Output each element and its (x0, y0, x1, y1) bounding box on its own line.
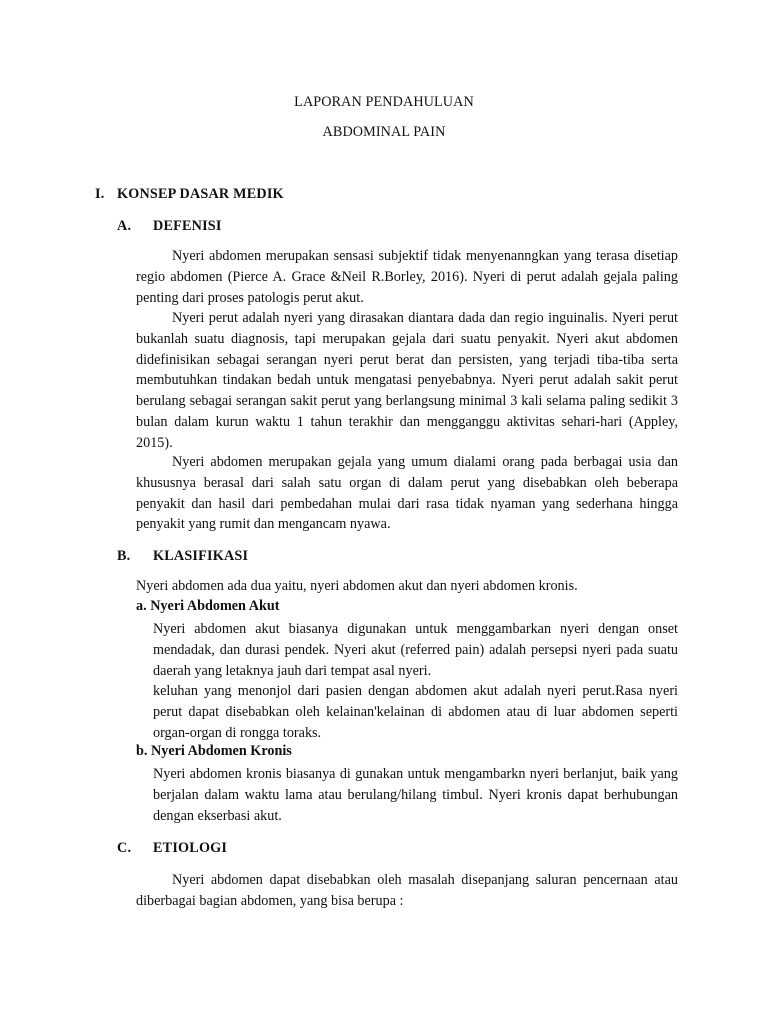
section-label: KONSEP DASAR MEDIK (117, 186, 284, 202)
subheading-nyeri-akut: a. Nyeri Abdomen Akut (136, 598, 280, 614)
section-label: KLASIFIKASI (153, 548, 249, 564)
defenisi-paragraph-2: Nyeri perut adalah nyeri yang dirasakan diantara dada dan regio inguinalis. Nyeri perut bukanlah suatu diagnosis, tapi merupakan gejala dari suatu penyakit. Nyeri akut abdomen didefinisikan sebagai serangan nyeri perut berat dan persisten, yang terjadi tiba-tiba serta membutuhkan tindakan bedah untuk mengatasi penyebabnya. Nyeri perut adalah sakit perut berulang sebagai serangan sakit perut yang berlangsung minimal 3 kali selama paling sedikit 3 bulan dalam kurun waktu 1 tahun terakhir dan mengganggu aktivitas sehari-hari (Appley, 2015). (136, 310, 678, 451)
section-number: I. (95, 186, 105, 202)
nyeri-akut-paragraph-1: Nyeri abdomen akut biasanya digunakan untuk menggambarkan nyeri dengan onset mendadak, dan durasi pendek. Nyeri akut (referred pain) adalah persepsi nyeri pada suatu daerah yang letaknya jauh dari tempat asal nyeri. (153, 621, 678, 679)
defenisi-paragraph-3: Nyeri abdomen merupakan gejala yang umum dialami orang pada berbagai usia dan khususnya berasal dari salah satu organ di dalam perut yang disebabkan oleh beberapa penyakit dan hasil dari pembedahan mulai dari rasa tidak nyaman yang sederhana hingga penyakit yang rumit dan mengancam nyawa. (136, 454, 678, 533)
section-label: DEFENISI (153, 218, 222, 234)
klasifikasi-intro: Nyeri abdomen ada dua yaitu, nyeri abdomen akut dan nyeri abdomen kronis. (136, 578, 578, 594)
subheading-nyeri-kronis: b. Nyeri Abdomen Kronis (136, 743, 292, 759)
etiologi-paragraph-1: Nyeri abdomen dapat disebabkan oleh masalah disepanjang saluran pencernaan atau diberbagai bagian abdomen, yang bisa berupa : (136, 872, 678, 909)
defenisi-paragraph-1: Nyeri abdomen merupakan sensasi subjektif tidak menyenanngkan yang terasa disetiap regio abdomen (Pierce A. Grace &Neil R.Borley, 2016). Nyeri di perut adalah gejala paling penting dari proses patologis perut akut. (136, 248, 678, 306)
nyeri-akut-paragraph-2: keluhan yang menonjol dari pasien dengan abdomen akut adalah nyeri perut.Rasa nyeri perut dapat disebabkan oleh kelainan'kelainan di abdomen atau di luar abdomen seperti organ-organ di rongga toraks. (153, 683, 678, 741)
nyeri-kronis-paragraph-1: Nyeri abdomen kronis biasanya di gunakan untuk mengambarkn nyeri berlanjut, baik yang berjalan dalam waktu lama atau berulang/hilang timbul. Nyeri kronis dapat berhubungan dengan ekserbasi akut. (153, 766, 678, 824)
section-number: B. (117, 548, 131, 564)
document-title: LAPORAN PENDAHULUAN (294, 94, 474, 110)
section-number: C. (117, 840, 132, 856)
section-number: A. (117, 218, 132, 234)
document-subtitle: ABDOMINAL PAIN (322, 124, 446, 140)
section-label: ETIOLOGI (153, 840, 228, 856)
